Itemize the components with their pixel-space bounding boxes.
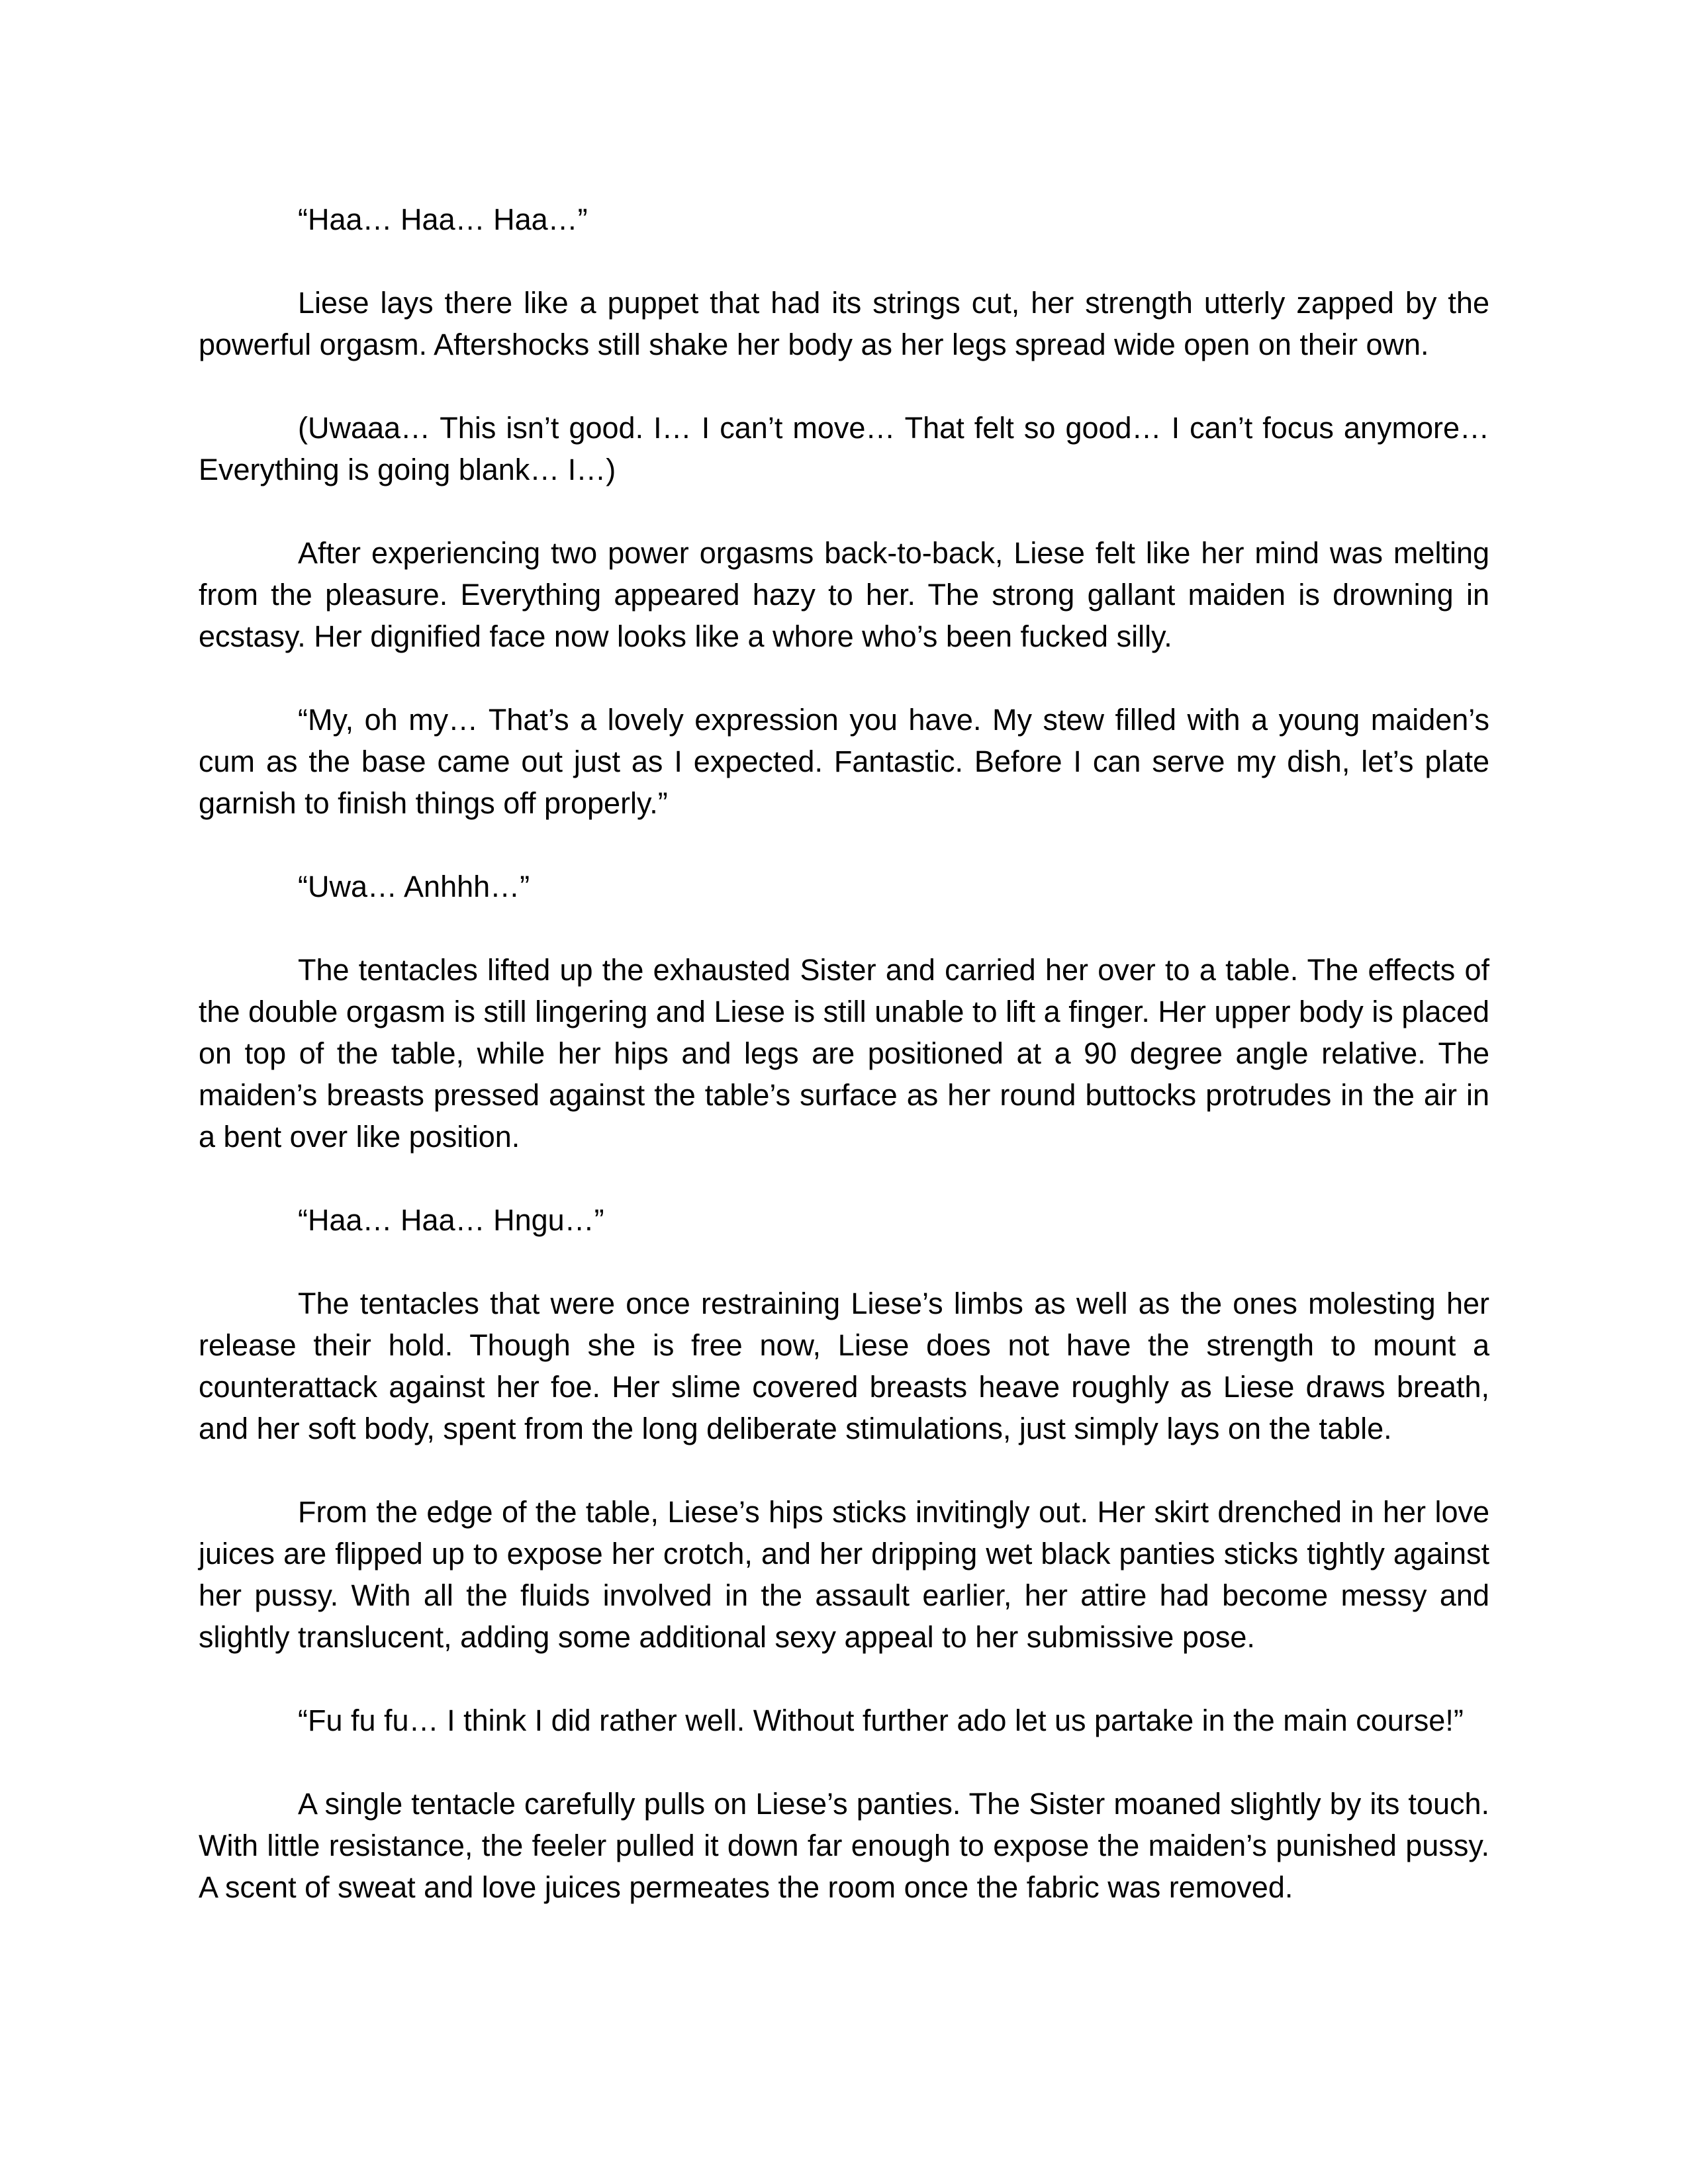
document-paragraph: “Haa… Haa… Hngu…” [298, 1203, 604, 1237]
document-paragraph: “Fu fu fu… I think I did rather well. Without further ado let us partake in the main course!” [298, 1704, 1464, 1737]
document-paragraph: “My, oh my… That’s a lovely expression you have. My stew filled with a young maiden’s cum as the base came out just as I expected. Fantastic. Before I can serve my dish, let’s plate garnish to finish things off properly.” [199, 703, 1489, 820]
document-paragraph: The tentacles that were once restraining Liese’s limbs as well as the ones molesting her release their hold. Though she is free now, Liese does not have the strength to mount a counterattack against her foe. Her slime covered breasts heave roughly as Liese draws breath, and her soft body, spent from the long deliberate stimulations, just simply lays on the table. [199, 1287, 1489, 1445]
document-paragraph: “Haa… Haa… Haa…” [298, 203, 588, 236]
document-paragraph: A single tentacle carefully pulls on Liese’s panties. The Sister moaned slightly by its touch. With little resistance, the feeler pulled it down far enough to expose the maiden’s punished pussy. A scent of sweat and love juices permeates the room once the fabric was removed. [199, 1787, 1489, 1904]
document-paragraph: Liese lays there like a puppet that had its strings cut, her strength utterly zapped by the powerful orgasm. Aftershocks still shake her body as her legs spread wide open on their own. [199, 286, 1489, 361]
document-paragraph: (Uwaaa… This isn’t good. I… I can’t move… That felt so good… I can’t focus anymore… Everything is going blank… I…) [199, 411, 1489, 486]
document-paragraph: From the edge of the table, Liese’s hips sticks invitingly out. Her skirt drenched in her love juices are flipped up to expose her crotch, and her dripping wet black panties sticks tightly against her pussy. With all the fluids involved in the assault earlier, her attire had become messy and slightly translucent, adding some additional sexy appeal to her submissive pose. [199, 1495, 1489, 1654]
document-paragraph: The tentacles lifted up the exhausted Sister and carried her over to a table. The effects of the double orgasm is still lingering and Liese is still unable to lift a finger. Her upper body is placed on top of the table, while her hips and legs are positioned at a 90 degree angle relative. The maiden’s breasts pressed against the table’s surface as her round buttocks protrudes in the air in a bent over like position. [199, 953, 1489, 1154]
document-paragraph: “Uwa… Anhhh…” [298, 870, 530, 903]
document-paragraph: After experiencing two power orgasms back-to-back, Liese felt like her mind was melting from the pleasure. Everything appeared hazy to her. The strong gallant maiden is drowning in ecstasy. Her dignified face now looks like a whore who’s been fucked silly. [199, 536, 1489, 653]
